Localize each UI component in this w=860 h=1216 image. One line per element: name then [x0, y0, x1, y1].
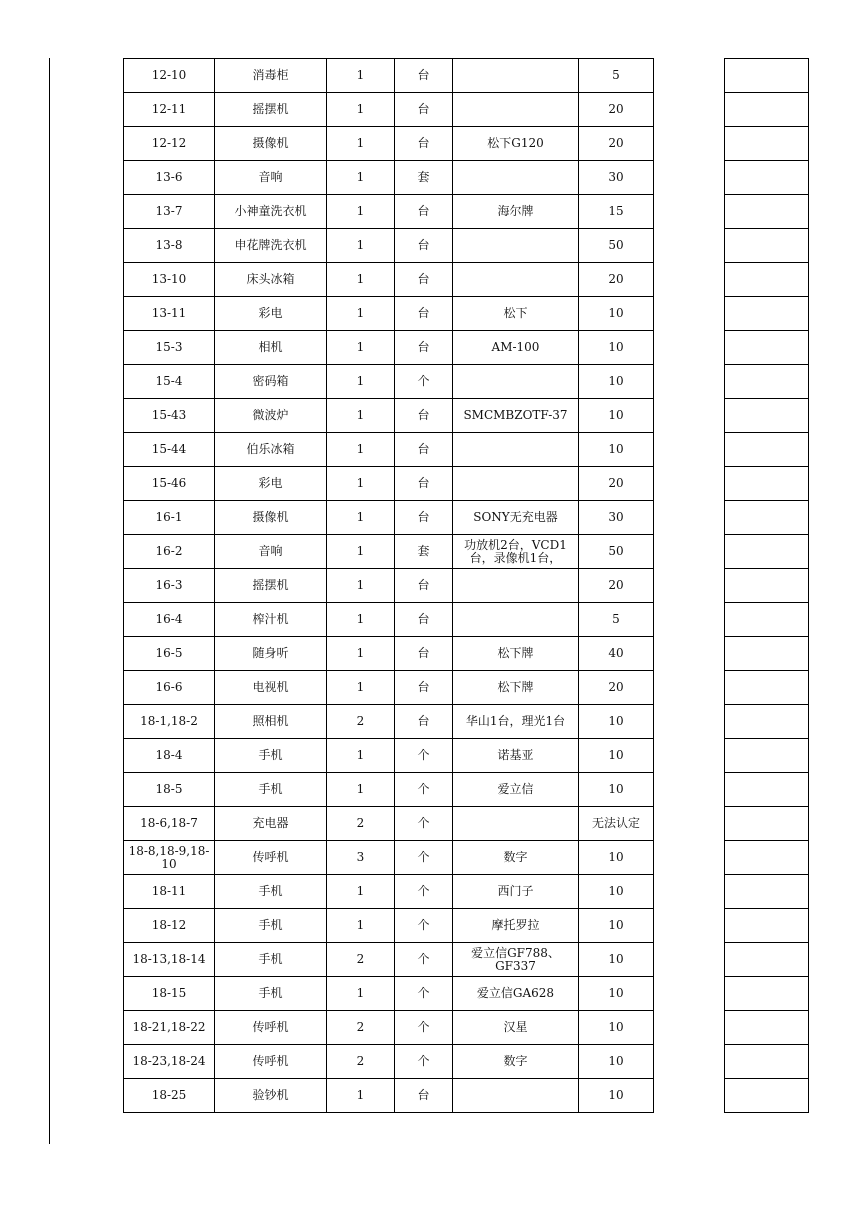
table-row — [124, 671, 654, 705]
item-quantity-cell: 1 — [327, 93, 395, 127]
item-unit-cell: 个 — [395, 773, 453, 807]
item-spec-cell: AM-100 — [453, 331, 579, 365]
item-unit-cell: 个 — [395, 1011, 453, 1045]
item-spec-cell — [453, 603, 579, 637]
side-cell — [725, 875, 809, 909]
side-row — [725, 433, 809, 467]
side-cell — [725, 1011, 809, 1045]
side-cell — [725, 1079, 809, 1113]
table-row — [124, 501, 654, 535]
item-id-cell: 12-10 — [124, 59, 215, 93]
table-row — [124, 807, 654, 841]
side-cell — [725, 365, 809, 399]
table-row — [124, 1079, 654, 1113]
item-name-cell: 电视机 — [215, 671, 327, 705]
side-cell — [725, 399, 809, 433]
item-id-cell: 18-1,18-2 — [124, 705, 215, 739]
item-quantity-cell: 1 — [327, 195, 395, 229]
item-quantity-cell: 1 — [327, 739, 395, 773]
item-quantity-cell: 1 — [327, 637, 395, 671]
item-name-cell: 随身听 — [215, 637, 327, 671]
item-name-cell: 充电器 — [215, 807, 327, 841]
side-row — [725, 569, 809, 603]
item-quantity-cell: 1 — [327, 127, 395, 161]
item-quantity-cell: 1 — [327, 773, 395, 807]
item-quantity-cell: 1 — [327, 569, 395, 603]
table-row — [124, 603, 654, 637]
side-cell — [725, 807, 809, 841]
side-cell — [725, 603, 809, 637]
item-value-cell: 10 — [579, 399, 654, 433]
item-quantity-cell: 1 — [327, 535, 395, 569]
item-unit-cell: 台 — [395, 399, 453, 433]
item-unit-cell: 个 — [395, 807, 453, 841]
item-unit-cell: 台 — [395, 603, 453, 637]
side-row — [725, 909, 809, 943]
item-name-cell: 音响 — [215, 535, 327, 569]
table-row — [124, 229, 654, 263]
item-name-cell: 伯乐冰箱 — [215, 433, 327, 467]
table-row — [124, 909, 654, 943]
item-value-cell: 30 — [579, 161, 654, 195]
table-row — [124, 195, 654, 229]
side-cell — [725, 297, 809, 331]
side-row — [725, 467, 809, 501]
item-quantity-cell: 1 — [327, 671, 395, 705]
item-spec-cell: 松下牌 — [453, 637, 579, 671]
table-row — [124, 773, 654, 807]
item-unit-cell: 个 — [395, 365, 453, 399]
side-row — [725, 365, 809, 399]
side-cell — [725, 671, 809, 705]
item-name-cell: 音响 — [215, 161, 327, 195]
side-cell — [725, 59, 809, 93]
item-value-cell: 50 — [579, 229, 654, 263]
item-spec-cell — [453, 365, 579, 399]
item-unit-cell: 套 — [395, 535, 453, 569]
item-value-cell: 10 — [579, 433, 654, 467]
item-value-cell: 15 — [579, 195, 654, 229]
item-unit-cell: 台 — [395, 93, 453, 127]
side-column-table — [724, 58, 809, 1113]
table-row — [124, 1011, 654, 1045]
item-id-cell: 18-4 — [124, 739, 215, 773]
side-row — [725, 331, 809, 365]
item-id-cell: 16-1 — [124, 501, 215, 535]
item-id-cell: 15-4 — [124, 365, 215, 399]
item-spec-cell — [453, 569, 579, 603]
item-name-cell: 传呼机 — [215, 1045, 327, 1079]
item-unit-cell: 台 — [395, 1079, 453, 1113]
table-row — [124, 297, 654, 331]
item-spec-cell: 爱立信GA628 — [453, 977, 579, 1011]
table-row — [124, 365, 654, 399]
item-spec-cell — [453, 161, 579, 195]
item-value-cell: 20 — [579, 671, 654, 705]
side-row — [725, 501, 809, 535]
table-row — [124, 841, 654, 875]
item-value-cell: 10 — [579, 297, 654, 331]
side-row — [725, 603, 809, 637]
side-cell — [725, 535, 809, 569]
item-id-cell: 12-12 — [124, 127, 215, 161]
item-name-cell: 消毒柜 — [215, 59, 327, 93]
side-cell — [725, 841, 809, 875]
item-name-cell: 小神童洗衣机 — [215, 195, 327, 229]
table-row — [124, 535, 654, 569]
table-row — [124, 739, 654, 773]
side-row — [725, 705, 809, 739]
item-value-cell: 5 — [579, 603, 654, 637]
item-quantity-cell: 1 — [327, 365, 395, 399]
item-id-cell: 15-3 — [124, 331, 215, 365]
item-value-cell: 10 — [579, 705, 654, 739]
side-row — [725, 671, 809, 705]
item-spec-cell — [453, 263, 579, 297]
item-value-cell: 10 — [579, 909, 654, 943]
table-row — [124, 637, 654, 671]
item-unit-cell: 台 — [395, 331, 453, 365]
item-value-cell: 5 — [579, 59, 654, 93]
item-id-cell: 16-3 — [124, 569, 215, 603]
left-margin-rule — [49, 58, 50, 1144]
item-spec-cell: 松下牌 — [453, 671, 579, 705]
item-value-cell: 30 — [579, 501, 654, 535]
item-quantity-cell: 1 — [327, 909, 395, 943]
side-cell — [725, 195, 809, 229]
item-value-cell: 20 — [579, 569, 654, 603]
item-value-cell: 10 — [579, 773, 654, 807]
item-quantity-cell: 1 — [327, 875, 395, 909]
item-value-cell: 10 — [579, 331, 654, 365]
item-id-cell: 16-5 — [124, 637, 215, 671]
item-id-cell: 13-8 — [124, 229, 215, 263]
table-row — [124, 1045, 654, 1079]
item-unit-cell: 个 — [395, 977, 453, 1011]
item-id-cell: 18-25 — [124, 1079, 215, 1113]
item-unit-cell: 台 — [395, 433, 453, 467]
item-unit-cell: 台 — [395, 263, 453, 297]
side-cell — [725, 977, 809, 1011]
item-value-cell: 40 — [579, 637, 654, 671]
item-value-cell: 10 — [579, 977, 654, 1011]
table-row — [124, 705, 654, 739]
item-value-cell: 10 — [579, 739, 654, 773]
item-spec-cell: 松下 — [453, 297, 579, 331]
item-value-cell: 10 — [579, 365, 654, 399]
item-name-cell: 传呼机 — [215, 841, 327, 875]
table-row — [124, 93, 654, 127]
item-value-cell: 10 — [579, 1079, 654, 1113]
side-row — [725, 773, 809, 807]
item-name-cell: 摄像机 — [215, 127, 327, 161]
item-quantity-cell: 1 — [327, 1079, 395, 1113]
item-id-cell: 15-44 — [124, 433, 215, 467]
table-row — [124, 569, 654, 603]
item-id-cell: 16-2 — [124, 535, 215, 569]
item-name-cell: 摇摆机 — [215, 569, 327, 603]
item-spec-cell — [453, 1079, 579, 1113]
item-unit-cell: 台 — [395, 569, 453, 603]
item-name-cell: 相机 — [215, 331, 327, 365]
item-unit-cell: 台 — [395, 229, 453, 263]
item-name-cell: 彩电 — [215, 297, 327, 331]
item-name-cell: 传呼机 — [215, 1011, 327, 1045]
item-id-cell: 13-7 — [124, 195, 215, 229]
item-spec-cell: 汉星 — [453, 1011, 579, 1045]
item-value-cell: 无法认定 — [579, 807, 654, 841]
item-spec-cell — [453, 433, 579, 467]
item-quantity-cell: 1 — [327, 501, 395, 535]
item-spec-cell: SMCMBZOTF-37 — [453, 399, 579, 433]
item-spec-cell: 摩托罗拉 — [453, 909, 579, 943]
item-name-cell: 手机 — [215, 739, 327, 773]
table-row — [124, 263, 654, 297]
table-row — [124, 331, 654, 365]
item-name-cell: 密码箱 — [215, 365, 327, 399]
side-cell — [725, 467, 809, 501]
item-id-cell: 13-6 — [124, 161, 215, 195]
side-row — [725, 1011, 809, 1045]
item-spec-cell: 西门子 — [453, 875, 579, 909]
side-row — [725, 161, 809, 195]
item-spec-cell: 松下G120 — [453, 127, 579, 161]
item-quantity-cell: 1 — [327, 263, 395, 297]
item-spec-cell — [453, 59, 579, 93]
item-quantity-cell: 1 — [327, 161, 395, 195]
item-name-cell: 申花牌洗衣机 — [215, 229, 327, 263]
table-row — [124, 977, 654, 1011]
table-row — [124, 875, 654, 909]
item-value-cell: 10 — [579, 841, 654, 875]
item-unit-cell: 个 — [395, 875, 453, 909]
item-id-cell: 16-6 — [124, 671, 215, 705]
table-row — [124, 59, 654, 93]
side-cell — [725, 1045, 809, 1079]
item-id-cell: 15-43 — [124, 399, 215, 433]
item-id-cell: 18-23,18-24 — [124, 1045, 215, 1079]
item-spec-cell: 数字 — [453, 1045, 579, 1079]
side-row — [725, 807, 809, 841]
table-row — [124, 161, 654, 195]
side-row — [725, 943, 809, 977]
side-cell — [725, 263, 809, 297]
item-value-cell: 10 — [579, 875, 654, 909]
item-unit-cell: 个 — [395, 943, 453, 977]
item-value-cell: 20 — [579, 263, 654, 297]
item-quantity-cell: 3 — [327, 841, 395, 875]
item-name-cell: 摄像机 — [215, 501, 327, 535]
item-id-cell: 18-6,18-7 — [124, 807, 215, 841]
side-row — [725, 841, 809, 875]
item-name-cell: 照相机 — [215, 705, 327, 739]
side-cell — [725, 161, 809, 195]
item-id-cell: 12-11 — [124, 93, 215, 127]
item-unit-cell: 个 — [395, 909, 453, 943]
item-unit-cell: 台 — [395, 195, 453, 229]
item-quantity-cell: 2 — [327, 943, 395, 977]
item-name-cell: 验钞机 — [215, 1079, 327, 1113]
side-cell — [725, 773, 809, 807]
item-name-cell: 摇摆机 — [215, 93, 327, 127]
item-id-cell: 15-46 — [124, 467, 215, 501]
item-unit-cell: 台 — [395, 297, 453, 331]
side-cell — [725, 127, 809, 161]
item-spec-cell — [453, 807, 579, 841]
item-spec-cell: 爱立信 — [453, 773, 579, 807]
item-spec-cell: 数字 — [453, 841, 579, 875]
side-cell — [725, 433, 809, 467]
side-cell — [725, 569, 809, 603]
side-cell — [725, 909, 809, 943]
item-quantity-cell: 1 — [327, 297, 395, 331]
item-quantity-cell: 1 — [327, 467, 395, 501]
side-cell — [725, 229, 809, 263]
item-spec-cell: 爱立信GF788、GF337 — [453, 943, 579, 977]
item-id-cell: 18-11 — [124, 875, 215, 909]
item-unit-cell: 套 — [395, 161, 453, 195]
item-quantity-cell: 1 — [327, 603, 395, 637]
item-value-cell: 20 — [579, 127, 654, 161]
item-spec-cell: 华山1台，理光1台 — [453, 705, 579, 739]
item-spec-cell: SONY无充电器 — [453, 501, 579, 535]
item-spec-cell: 海尔牌 — [453, 195, 579, 229]
side-row — [725, 875, 809, 909]
item-quantity-cell: 1 — [327, 399, 395, 433]
item-name-cell: 手机 — [215, 875, 327, 909]
item-id-cell: 18-5 — [124, 773, 215, 807]
side-row — [725, 93, 809, 127]
item-unit-cell: 个 — [395, 1045, 453, 1079]
item-unit-cell: 台 — [395, 637, 453, 671]
item-unit-cell: 个 — [395, 739, 453, 773]
item-table-body — [124, 59, 654, 1113]
item-id-cell: 13-11 — [124, 297, 215, 331]
side-row — [725, 977, 809, 1011]
item-unit-cell: 个 — [395, 841, 453, 875]
table-row — [124, 433, 654, 467]
item-value-cell: 10 — [579, 1011, 654, 1045]
side-cell — [725, 705, 809, 739]
side-row — [725, 399, 809, 433]
side-row — [725, 127, 809, 161]
item-value-cell: 10 — [579, 1045, 654, 1079]
item-value-cell: 10 — [579, 943, 654, 977]
item-name-cell: 手机 — [215, 773, 327, 807]
item-unit-cell: 台 — [395, 59, 453, 93]
item-quantity-cell: 2 — [327, 705, 395, 739]
side-cell — [725, 331, 809, 365]
item-spec-cell — [453, 467, 579, 501]
item-spec-cell: 诺基亚 — [453, 739, 579, 773]
table-row — [124, 467, 654, 501]
item-unit-cell: 台 — [395, 127, 453, 161]
side-row — [725, 1045, 809, 1079]
side-cell — [725, 739, 809, 773]
item-value-cell: 20 — [579, 93, 654, 127]
item-name-cell: 手机 — [215, 909, 327, 943]
side-row — [725, 263, 809, 297]
item-quantity-cell: 2 — [327, 807, 395, 841]
table-row — [124, 127, 654, 161]
side-row — [725, 195, 809, 229]
side-cell — [725, 637, 809, 671]
table-row — [124, 399, 654, 433]
item-name-cell: 彩电 — [215, 467, 327, 501]
item-id-cell: 18-15 — [124, 977, 215, 1011]
item-spec-cell: 功放机2台，VCD1台，录像机1台， — [453, 535, 579, 569]
item-quantity-cell: 1 — [327, 229, 395, 263]
item-name-cell: 手机 — [215, 977, 327, 1011]
item-value-cell: 20 — [579, 467, 654, 501]
item-quantity-cell: 2 — [327, 1045, 395, 1079]
table-row — [124, 943, 654, 977]
side-column-body — [725, 59, 809, 1113]
item-spec-cell — [453, 93, 579, 127]
item-unit-cell: 台 — [395, 705, 453, 739]
side-row — [725, 739, 809, 773]
side-row — [725, 297, 809, 331]
side-row — [725, 535, 809, 569]
side-cell — [725, 501, 809, 535]
item-id-cell: 18-12 — [124, 909, 215, 943]
item-quantity-cell: 2 — [327, 1011, 395, 1045]
item-quantity-cell: 1 — [327, 59, 395, 93]
item-id-cell: 18-8,18-9,18-10 — [124, 841, 215, 875]
item-name-cell: 床头冰箱 — [215, 263, 327, 297]
item-unit-cell: 台 — [395, 671, 453, 705]
item-quantity-cell: 1 — [327, 331, 395, 365]
item-name-cell: 手机 — [215, 943, 327, 977]
side-row — [725, 637, 809, 671]
side-cell — [725, 93, 809, 127]
item-table — [123, 58, 654, 1113]
item-unit-cell: 台 — [395, 501, 453, 535]
side-row — [725, 59, 809, 93]
item-quantity-cell: 1 — [327, 977, 395, 1011]
item-id-cell: 18-21,18-22 — [124, 1011, 215, 1045]
item-unit-cell: 台 — [395, 467, 453, 501]
item-spec-cell — [453, 229, 579, 263]
item-value-cell: 50 — [579, 535, 654, 569]
item-id-cell: 13-10 — [124, 263, 215, 297]
side-row — [725, 1079, 809, 1113]
item-name-cell: 榨汁机 — [215, 603, 327, 637]
item-name-cell: 微波炉 — [215, 399, 327, 433]
side-row — [725, 229, 809, 263]
side-cell — [725, 943, 809, 977]
item-id-cell: 18-13,18-14 — [124, 943, 215, 977]
item-id-cell: 16-4 — [124, 603, 215, 637]
item-quantity-cell: 1 — [327, 433, 395, 467]
